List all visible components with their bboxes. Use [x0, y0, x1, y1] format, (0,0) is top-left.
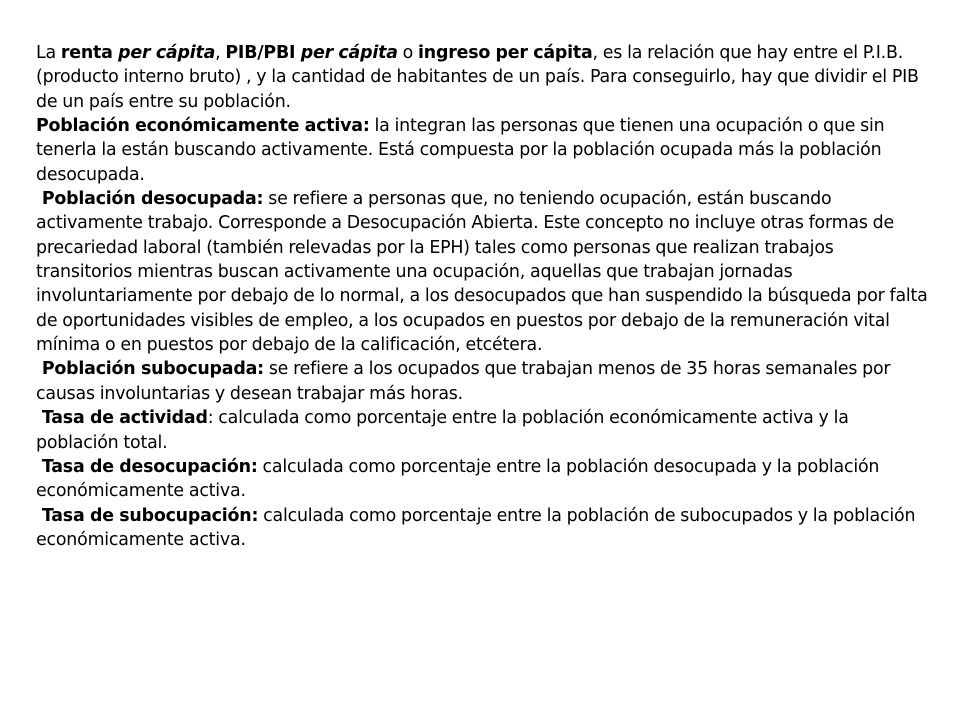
paragraph-desocupada: [36, 187, 928, 357]
term-pib: [225, 43, 397, 63]
label-tasa-actividad: Tasa de actividad: [36, 408, 208, 429]
definition-tasa-subocupacion: calculada como porcentaje entre la población de subocupados y la población económicamente activa.: [36, 505, 916, 550]
paragraph-pea: [36, 114, 928, 187]
label-subocupada: Población subocupada:: [36, 359, 264, 380]
paragraph-subocupada: [36, 357, 928, 406]
term-renta-per-capita: per cápita: [118, 43, 216, 63]
term-pib-word: PIB/PBI: [225, 43, 301, 63]
paragraph-renta-per-capita: [36, 41, 928, 114]
renta-definition: , es la relación que hay entre el P.I.B. (producto interno bruto) , y la cantidad de habitantes de un país. Para conseguirlo, hay que dividir el PIB de un país entre su población.: [36, 43, 919, 112]
renta-sep-2: o: [397, 43, 419, 63]
definitions-text: [36, 41, 928, 552]
label-pea: Población económicamente activa:: [36, 116, 370, 137]
label-tasa-desocupacion: Tasa de desocupación:: [36, 456, 258, 477]
renta-intro: La: [36, 43, 61, 63]
paragraph-tasa-desocupacion: [36, 455, 928, 504]
definition-tasa-desocupacion: calculada como porcentaje entre la población desocupada y la población económicamente activa.: [36, 456, 880, 502]
term-ingreso: ingreso per cápita: [418, 43, 593, 63]
label-desocupada: Población desocupada:: [36, 189, 264, 210]
paragraph-tasa-actividad: [36, 406, 928, 455]
definition-tasa-actividad: : calculada como porcentaje entre la población económicamente activa y la población total.: [36, 408, 849, 453]
definition-subocupada: se refiere a los ocupados que trabajan menos de 35 horas semanales por causas involuntarias y desean trabajar más horas.: [36, 359, 891, 404]
term-pib-per-capita: per cápita: [300, 43, 398, 63]
term-renta-word: renta: [60, 43, 119, 63]
definition-desocupada: se refiere a personas que, no teniendo ocupación, están buscando activamente trabajo. Corresponde a Desocupación Abierta. Este concepto no incluye otras formas de precariedad laboral (también relevadas por la EPH) tales como personas que realizan trabajos transitorios mientras buscan activamente una ocupación, aquellas que trabajan jornadas involuntariamente por debajo de lo normal, a los desocupados que han suspendido la búsqueda por falta de oportunidades visibles de empleo, a los ocupados en puestos por debajo de la remuneración vital mínima o en puestos por debajo de la calificación, etcétera.: [36, 189, 928, 356]
renta-sep-1: ,: [215, 43, 226, 63]
term-renta: [61, 43, 215, 63]
definition-pea: la integran las personas que tienen una ocupación o que sin tenerla la están buscando activamente. Está compuesta por la población ocupada más la población desocupada.: [36, 116, 885, 185]
paragraph-tasa-subocupacion: [36, 504, 928, 553]
label-tasa-subocupacion: Tasa de subocupación:: [36, 505, 259, 526]
